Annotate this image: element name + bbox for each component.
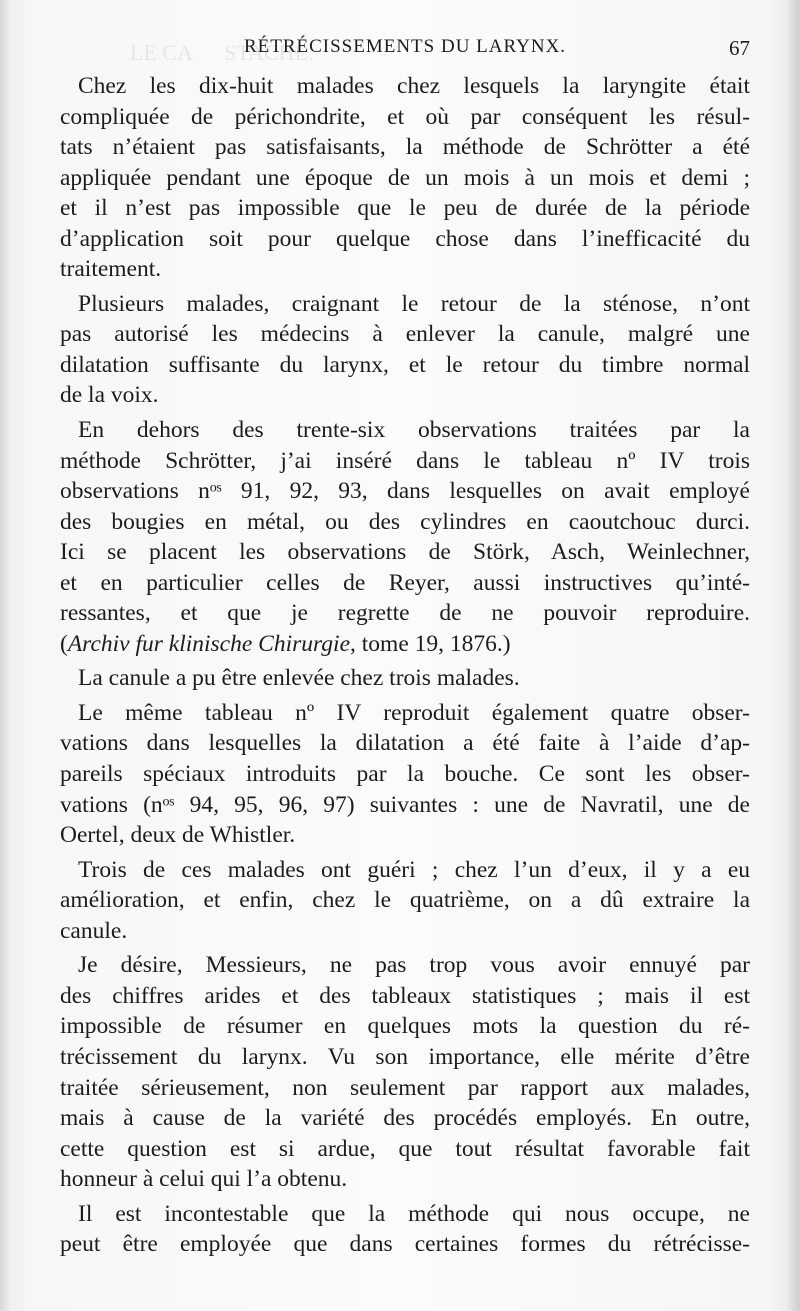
text-line: Trois de ces malades ont guéri ; chez l’un d’eux, il y a eu: [78, 856, 750, 883]
text-line: Ici se placent les observations de Störk, Asch, Weinlechner,: [60, 539, 750, 566]
text-line: vations (nᵒˢ 94, 95, 96, 97) suivantes : une de Navratil, une de: [60, 791, 750, 818]
running-head: RÉTRÉCISSEMENTS DU LARYNX.: [243, 36, 567, 57]
text-line: trécissement du larynx. Vu son importance, elle mérite d’être: [60, 1043, 750, 1070]
text-line: impossible de résumer en quelques mots la question du ré-: [60, 1013, 750, 1040]
text-line: La canule a pu être enlevée chez trois malades.: [78, 665, 520, 692]
text-line: dilatation suffisante du larynx, et le retour du timbre normal: [60, 351, 750, 378]
text-line: et en particulier celles de Reyer, aussi instructives qu’inté-: [60, 569, 750, 596]
text-line: En dehors des trente-six observations traitées par la: [78, 417, 750, 444]
text-line: des chiffres arides et des tableaux statistiques ; mais il est: [60, 982, 750, 1009]
text-line: Oertel, deux de Whistler.: [60, 822, 296, 849]
text-line: de la voix.: [60, 382, 159, 409]
text-line: mais à cause de la variété des procédés employés. En outre,: [60, 1105, 750, 1132]
text-line: observations nᵒˢ 91, 92, 93, dans lesquelles on avait employé: [60, 478, 750, 505]
text-line: vations dans lesquelles la dilatation a été faite à l’aide d’ap-: [60, 730, 750, 757]
text-line: ressantes, et que je regrette de ne pouvoir reproduire.: [60, 600, 750, 627]
text-line: et il n’est pas impossible que le peu de durée de la période: [60, 195, 750, 222]
text-line: (Archiv fur klinische Chirurgie, tome 19, 1876.): [60, 630, 511, 657]
text-line: Je désire, Messieurs, ne pas trop vous avoir ennuyé par: [78, 952, 750, 979]
bleed-through-text: LE CA STACHE.: [130, 40, 314, 65]
text-line: des bougies en métal, ou des cylindres en caoutchouc durci.: [60, 508, 750, 535]
text-line: Chez les dix-huit malades chez lesquels la laryngite était: [78, 73, 750, 99]
text-line: traitée sérieusement, non seulement par rapport aux malades,: [60, 1074, 750, 1101]
text-line: appliquée pendant une époque de un mois à un mois et demi ;: [60, 164, 750, 191]
text-line: honneur à celui qui l’a obtenu.: [60, 1166, 348, 1193]
body-text: [60, 71, 750, 1260]
text-line: peut être employée que dans certaines formes du rétrécisse-: [60, 1231, 750, 1258]
text-line: Plusieurs malades, craignant le retour de la sténose, n’ont: [78, 290, 750, 317]
text-line: Il est incontestable que la méthode qui nous occupe, ne: [78, 1200, 750, 1227]
text-line: tats n’étaient pas satisfaisants, la méthode de Schrötter a été: [60, 134, 750, 161]
text-line: amélioration, et enfin, chez le quatrième, on a dû extraire la: [60, 887, 750, 914]
text-line: canule.: [60, 917, 128, 944]
text-line: compliquée de périchondrite, et où par conséquent les résul-: [60, 103, 750, 130]
text-line: d’application soit pour quelque chose dans l’inefficacité du: [60, 225, 750, 252]
text-line: traitement.: [60, 256, 162, 283]
text-line: pas autorisé les médecins à enlever la canule, malgré une: [60, 321, 750, 348]
text-line: Le même tableau nº IV reproduit également quatre obser-: [78, 699, 750, 726]
page-number: 67: [729, 36, 750, 60]
text-line: méthode Schrötter, j’ai inséré dans le tableau nº IV trois: [60, 447, 750, 474]
text-line: cette question est si ardue, que tout résultat favorable fait: [60, 1135, 750, 1162]
page-header: [60, 36, 750, 66]
page-edge-shadow-right: [786, 0, 800, 1311]
page-edge-shadow-left: [0, 0, 10, 1311]
text-line: pareils spéciaux introduits par la bouche. Ce sont les obser-: [60, 761, 750, 788]
